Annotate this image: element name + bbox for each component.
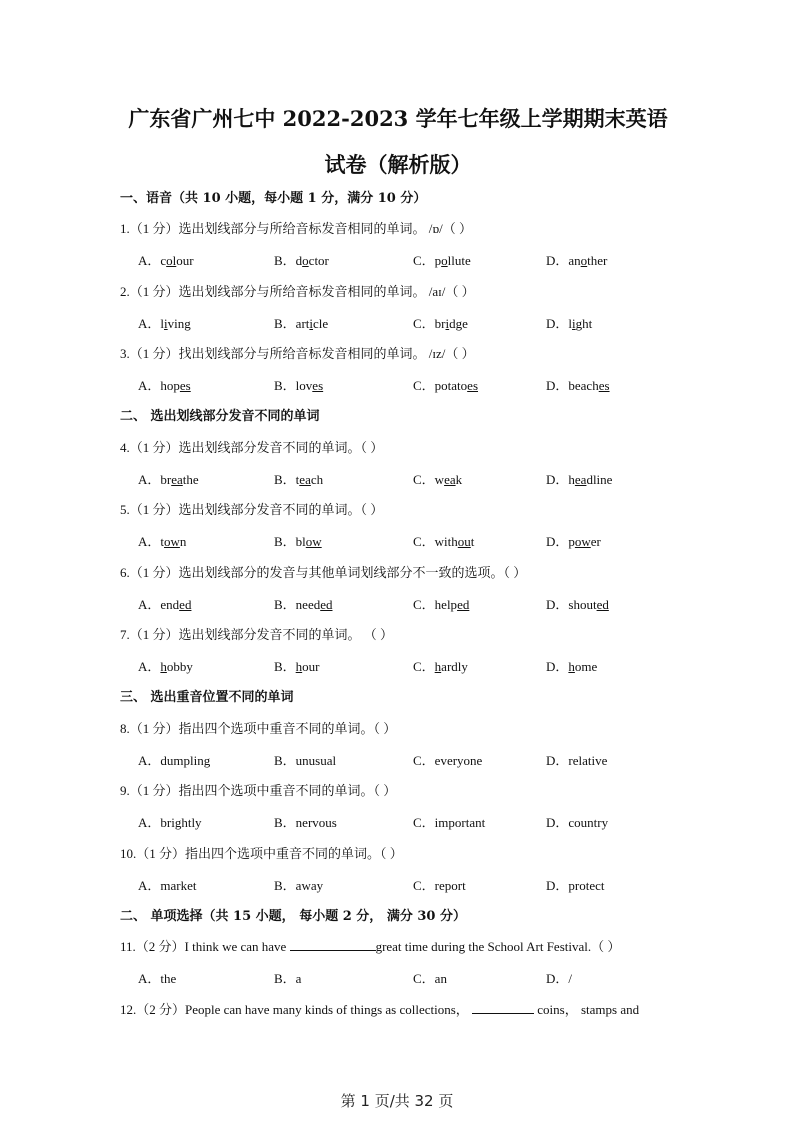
section-heading-stress: 三、 选出重音位置不同的单词	[120, 690, 294, 705]
question-6-stem: 6.（1 分）选出划线部分的发音与其他单词划线部分不一致的选项。（ ）	[120, 565, 527, 580]
question-1-stem: 1.（1 分）选出划线部分与所给音标发音相同的单词。 /ɒ/（ ）	[120, 221, 473, 236]
question-9-option-b: B．nervous	[274, 815, 337, 830]
question-11-stem: 11.（2 分）I think we can have great time during the School Art Festival.（ ）	[120, 939, 621, 954]
question-2-stem: 2.（1 分）选出划线部分与所给音标发音相同的单词。 /aɪ/（ ）	[120, 284, 475, 299]
question-4-option-a: A．breathe	[138, 472, 199, 487]
question-6-option-b: B．needed	[274, 597, 333, 612]
question-5-option-a: A．town	[138, 534, 187, 549]
question-2-option-c: C．bridge	[413, 316, 468, 331]
question-3-option-d: D．beaches	[546, 378, 610, 393]
page-number-footer: 第 1 页/共 32 页	[340, 1092, 454, 1110]
section-heading-phonetics: 一、语音（共 10 小题，每小题 1 分，满分 10 分）	[120, 191, 427, 206]
question-6-option-a: A．ended	[138, 597, 192, 612]
question-5-option-d: D．power	[546, 534, 601, 549]
question-11-option-a: A．the	[138, 971, 177, 986]
page-title: 广东省广州七中 2022-2023 学年七年级上学期期末英语试卷（解析版）	[128, 106, 668, 177]
question-11-option-d: D．/	[546, 971, 573, 986]
question-7-stem: 7.（1 分）选出划线部分发音不同的单词。 （ ）	[120, 627, 394, 642]
question-11-option-b: B．a	[274, 971, 302, 986]
question-4-option-d: D．headline	[546, 472, 613, 487]
question-10-option-a: A．market	[138, 878, 197, 893]
section-heading-multiple-choice: 二、 单项选择（共 15 小题， 每小题 2 分， 满分 30 分）	[120, 909, 466, 924]
question-8-option-b: B．unusual	[274, 753, 337, 768]
question-12-blank	[472, 1001, 534, 1014]
question-3-option-c: C．potatoes	[413, 378, 479, 393]
question-3-option-a: A．hopes	[138, 378, 191, 393]
question-7-option-c: C．hardly	[413, 659, 468, 674]
question-8-stem: 8.（1 分）指出四个选项中重音不同的单词。（ ）	[120, 721, 397, 736]
question-2-option-a: A．living	[138, 316, 191, 331]
question-5-option-c: C．without	[413, 534, 475, 549]
question-9-stem: 9.（1 分）指出四个选项中重音不同的单词。（ ）	[120, 783, 397, 798]
question-7-option-b: B．hour	[274, 659, 320, 674]
question-3-option-b: B．loves	[274, 378, 324, 393]
question-9-option-a: A．brightly	[138, 815, 202, 830]
question-11-option-c: C．an	[413, 971, 447, 986]
question-5-stem: 5.（1 分）选出划线部分发音不同的单词。（ ）	[120, 502, 384, 517]
question-6-option-c: C．helped	[413, 597, 470, 612]
question-5-option-b: B．blow	[274, 534, 322, 549]
question-8-option-c: C．everyone	[413, 753, 483, 768]
question-4-stem: 4.（1 分）选出划线部分发音不同的单词。（ ）	[120, 440, 384, 455]
question-7-option-d: D．home	[546, 659, 598, 674]
question-1-option-c: C．pollute	[413, 253, 471, 268]
question-4-option-c: C．weak	[413, 472, 463, 487]
question-11-blank	[290, 938, 376, 951]
question-8-option-d: D．relative	[546, 753, 608, 768]
question-1-option-d: D．another	[546, 253, 608, 268]
question-1-option-a: A．colour	[138, 253, 194, 268]
question-4-option-b: B．teach	[274, 472, 324, 487]
question-2-option-d: D．light	[546, 316, 593, 331]
question-3-stem: 3.（1 分）找出划线部分与所给音标发音相同的单词。 /ɪz/（ ）	[120, 346, 475, 361]
question-10-option-b: B．away	[274, 878, 324, 893]
question-10-option-d: D．protect	[546, 878, 605, 893]
question-8-option-a: A．dumpling	[138, 753, 211, 768]
question-2-option-b: B．article	[274, 316, 329, 331]
question-9-option-d: D．country	[546, 815, 609, 830]
question-10-stem: 10.（1 分）指出四个选项中重音不同的单词。（ ）	[120, 846, 403, 861]
question-12-stem: 12.（2 分）People can have many kinds of things as collections， coins， stamps and	[120, 1002, 640, 1017]
question-10-option-c: C．report	[413, 878, 466, 893]
question-1-option-b: B．doctor	[274, 253, 329, 268]
question-9-option-c: C．important	[413, 815, 486, 830]
section-heading-pronunciation: 二、 选出划线部分发音不同的单词	[120, 409, 320, 424]
question-6-option-d: D．shouted	[546, 597, 609, 612]
question-7-option-a: A．hobby	[138, 659, 193, 674]
